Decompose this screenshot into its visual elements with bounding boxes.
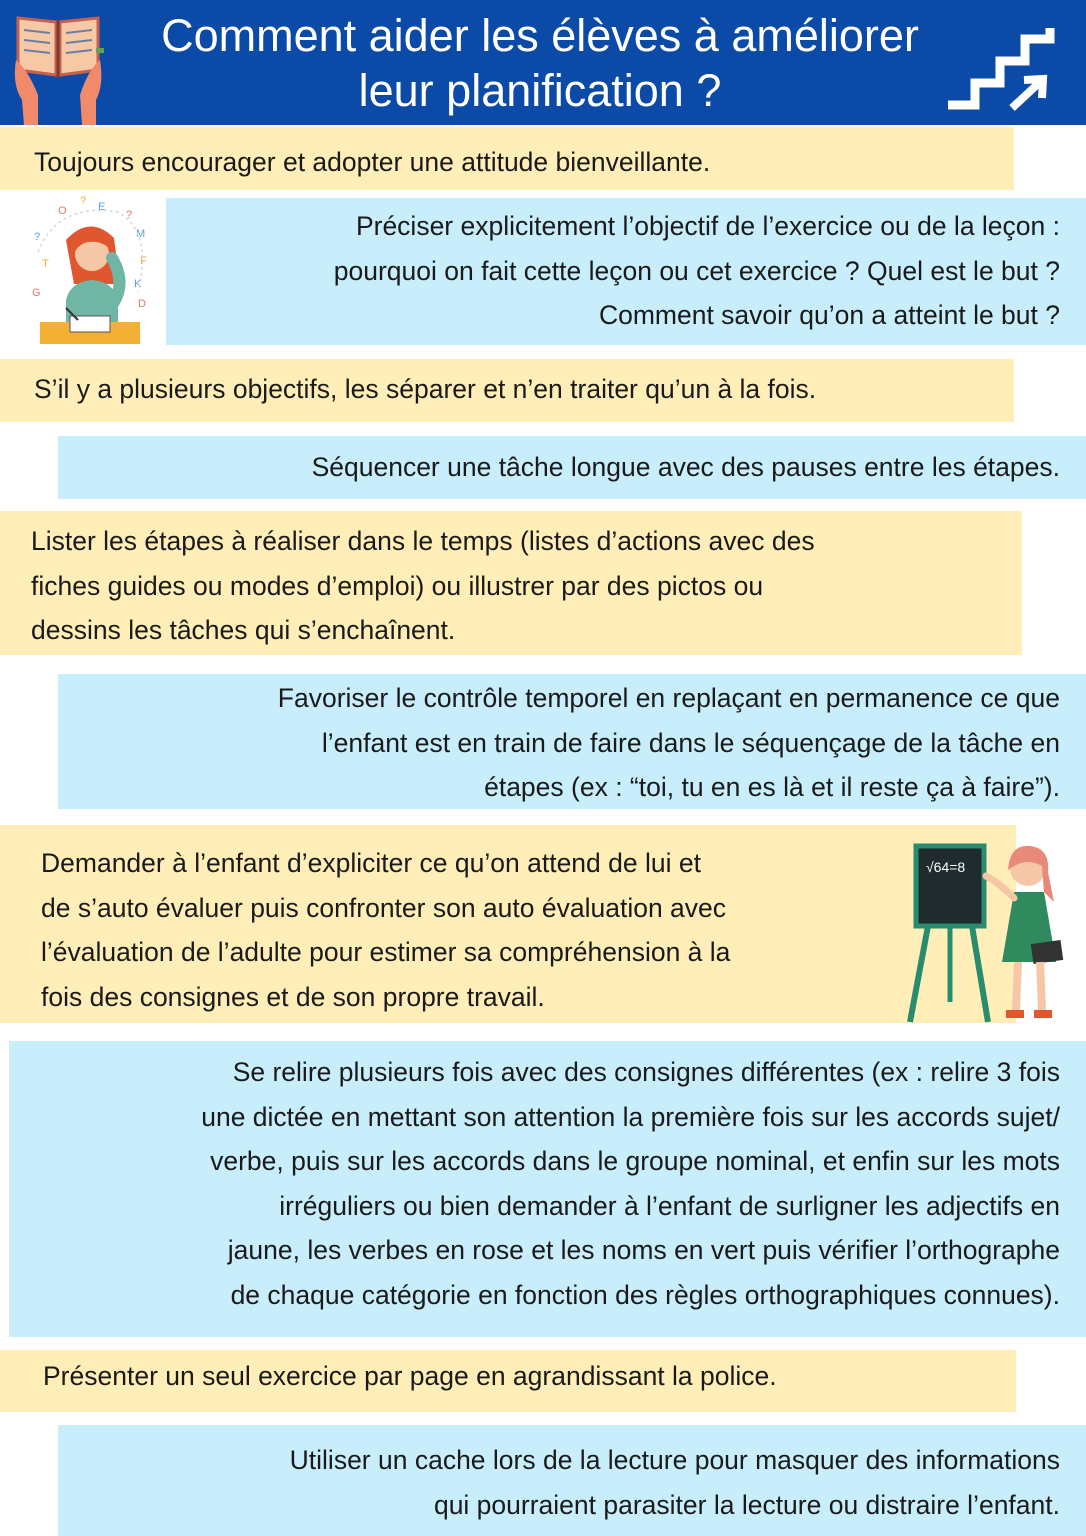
svg-text:F: F (140, 255, 147, 267)
tip-line: une dictée en mettant son attention la première fois sur les accords sujet/ (201, 1101, 1060, 1132)
open-book-hands-icon (8, 0, 108, 130)
tip-line: l’évaluation de l’adulte pour estimer sa compréhension à la (41, 937, 731, 967)
tip-box-encourage (0, 127, 1014, 190)
tip-line: l’enfant est en train de faire dans le séquençage de la tâche en (321, 727, 1060, 758)
tip-line: jaune, les verbes en rose et les noms en vert puis vérifier l’orthographe (227, 1235, 1060, 1265)
chalkboard-text: √64=8 (926, 859, 966, 875)
svg-text:G: G (32, 287, 41, 299)
title-line-2: leur planification ? (358, 65, 722, 116)
stairs-arrow-up-icon (940, 10, 1070, 120)
svg-text:M: M (136, 228, 146, 240)
tip-box-reading-cover (58, 1425, 1086, 1536)
svg-text:T: T (42, 258, 49, 270)
tip-line: Présenter un seul exercice par page en agrandissant la police. (43, 1361, 777, 1391)
tip-box-objective (166, 198, 1086, 345)
thinking-girl-illustration (18, 192, 163, 352)
tip-line: Demander à l’enfant d’expliciter ce qu’on attend de lui et (41, 848, 701, 878)
svg-text:D: D (138, 298, 146, 310)
tip-line: S’il y a plusieurs objectifs, les séparer et n’en traiter qu’un à la fois. (34, 374, 817, 404)
svg-text:?: ? (126, 209, 133, 221)
tip-line: qui pourraient parasiter la lecture ou distraire l’enfant. (433, 1489, 1060, 1520)
svg-text:K: K (134, 278, 142, 290)
page-title (110, 8, 970, 118)
tip-line: Lister les étapes à réaliser dans le temps (listes d’actions avec des (31, 526, 815, 556)
tip-box-sequence (58, 436, 1086, 499)
tip-box-self-evaluation (0, 825, 1016, 1023)
tip-line: fois des consignes et de son propre travail. (41, 981, 545, 1012)
tip-box-temporal-control (58, 674, 1086, 809)
tip-line: Utiliser un cache lors de la lecture pour masquer des informations (289, 1445, 1060, 1475)
tip-box-reread (9, 1041, 1086, 1337)
tip-box-objectives (0, 359, 1014, 422)
tip-line: pourquoi on fait cette leçon ou cet exercice ? Quel est le but ? (333, 255, 1060, 286)
svg-text:?: ? (80, 195, 87, 207)
tip-line: verbe, puis sur les accords dans le groupe nominal, et enfin sur les mots (210, 1146, 1060, 1176)
tip-line: de s’auto évaluer puis confronter son auto évaluation avec (41, 892, 727, 923)
tip-line: Préciser explicitement l’objectif de l’exercice ou de la leçon : (355, 211, 1060, 241)
tip-line: fiches guides ou modes d’emploi) ou illustrer par des pictos ou (31, 570, 764, 601)
tip-line: Comment savoir qu’on a atteint le but ? (598, 300, 1060, 330)
tip-line: irréguliers ou bien demander à l’enfant de surligner les adjectifs en (279, 1190, 1060, 1221)
svg-text:?: ? (34, 231, 41, 243)
tip-box-list-steps (0, 511, 1022, 655)
tip-line: Séquencer une tâche longue avec des pauses entre les étapes. (311, 452, 1060, 482)
tip-line: étapes (ex : “toi, tu en es là et il reste ça à faire”). (484, 772, 1060, 802)
svg-text:E: E (98, 201, 106, 213)
svg-text:O: O (58, 205, 67, 217)
tip-line: Se relire plusieurs fois avec des consignes différentes (ex : relire 3 fois (232, 1057, 1060, 1087)
tip-box-one-exercise (0, 1350, 1016, 1412)
title-line-1: Comment aider les élèves à améliorer (161, 10, 919, 61)
girl-at-chalkboard-illustration (898, 832, 1078, 1032)
tip-line: Toujours encourager et adopter une attitude bienveillante. (34, 147, 711, 177)
tip-line: Favoriser le contrôle temporel en replaçant en permanence ce que (277, 683, 1060, 713)
tip-line: dessins les tâches qui s’enchaînent. (31, 615, 456, 645)
tip-line: de chaque catégorie en fonction des règles orthographiques connues). (230, 1279, 1060, 1310)
